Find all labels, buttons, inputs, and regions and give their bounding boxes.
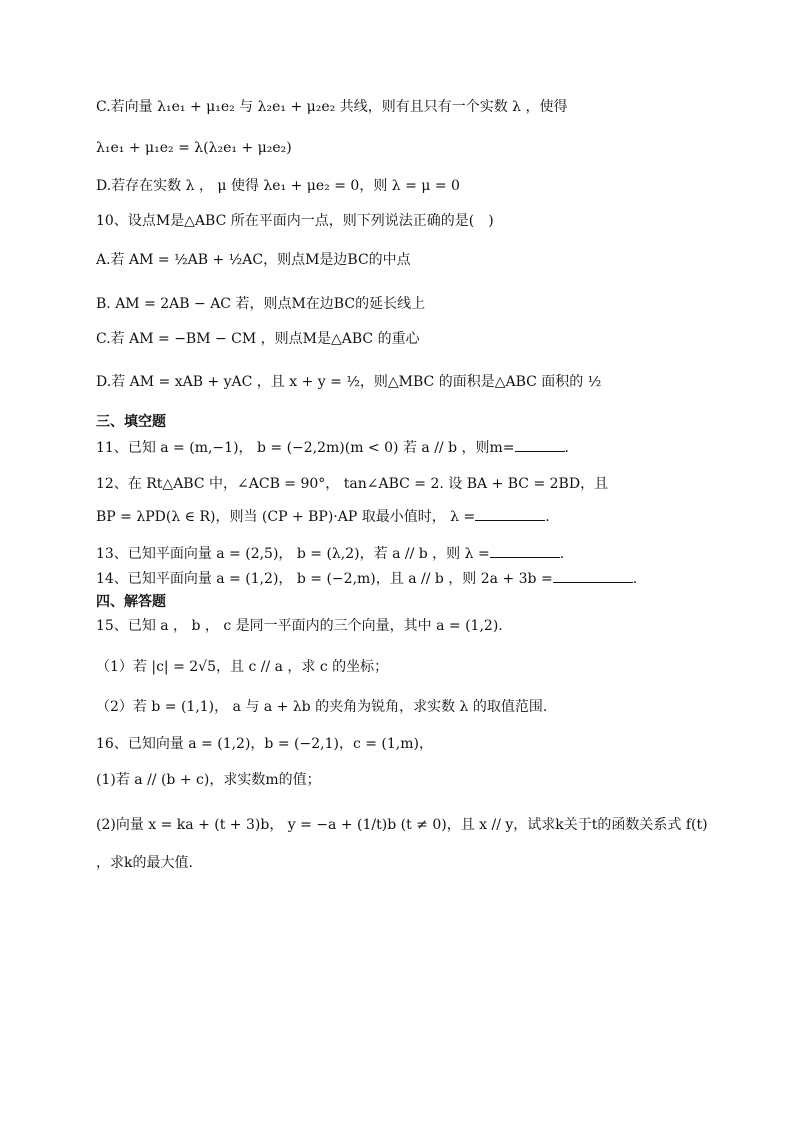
section-heading: [96, 412, 736, 432]
line-text: （2）若 b = (1,1)， a 与 a + λb 的夹角为锐角，求实数 λ 的取值范围.: [96, 699, 548, 715]
text-line: [96, 250, 736, 270]
answer-blank: [553, 568, 633, 583]
line-text: （1）若 |c| = 2√5，且 c // a ，求 c 的坐标；: [96, 659, 389, 675]
line-punctuation: .: [545, 509, 550, 525]
text-line: [96, 697, 736, 717]
section-heading: [96, 592, 736, 612]
line-text: D.若 AM = xAB + yAC ，且 x + y = ½，则△MBC 的面积是△ABC 面积的 ½: [96, 374, 602, 390]
line-text: 11、已知 a = (m,−1)， b = (−2,2m)(m < 0) 若 a // b ，则m=: [96, 440, 515, 456]
text-line: [96, 97, 736, 117]
line-text: C.若 AM = −BM − CM ，则点M是△ABC 的重心: [96, 331, 420, 347]
text-line: [96, 616, 736, 636]
line-text: (1)若 a // (b + c)，求实数m的值；: [96, 772, 321, 788]
text-line: [96, 329, 736, 349]
text-line: [96, 815, 736, 835]
text-line: [96, 176, 736, 196]
line-text: ，求k的最大值.: [96, 855, 193, 871]
line-text: (2)向量 x = ka + (t + 3)b， y = −a + (1/t)b (t ≠ 0)，且 x // y，试求k关于t的函数关系式 f(t): [96, 817, 708, 833]
line-text: C.若向量 λ₁e₁ + μ₁e₂ 与 λ₂e₁ + μ₂e₂ 共线，则有且只有一个实数 λ ，使得: [96, 99, 568, 115]
answer-blank: [515, 437, 565, 452]
text-line: [96, 853, 736, 873]
line-text: D.若存在实数 λ ， μ 使得 λe₁ + μe₂ = 0，则 λ = μ = 0: [96, 178, 460, 194]
text-line: [96, 372, 736, 392]
text-line: [96, 657, 736, 677]
line-text: 16、已知向量 a = (1,2)，b = (−2,1)，c = (1,m)，: [96, 736, 433, 752]
text-line: [96, 734, 736, 754]
line-punctuation: .: [564, 440, 569, 456]
text-line: [96, 568, 736, 589]
line-text: 12、在 Rt△ABC 中，∠ACB = 90°， tan∠ABC = 2. 设 BA + BC = 2BD，且: [96, 476, 609, 492]
text-line: [96, 211, 736, 231]
answer-blank: [490, 543, 560, 558]
line-text: 13、已知平面向量 a = (2,5)， b = (λ,2)，若 a // b ，则 λ =: [96, 546, 490, 562]
line-text: BP = λPD(λ ∈ R)，则当 (CP + BP)·AP 取最小值时， λ =: [96, 509, 476, 525]
answer-blank: [475, 506, 545, 521]
line-text: A.若 AM = ½AB + ½AC，则点M是边BC的中点: [96, 252, 411, 268]
line-punctuation: .: [559, 546, 565, 562]
line-text: 四、解答题: [96, 594, 166, 610]
line-text: 15、已知 a ， b ， c 是同一平面内的三个向量，其中 a = (1,2).: [96, 618, 503, 634]
line-text: 14、已知平面向量 a = (1,2)， b = (−2,m)，且 a // b ，则 2a + 3b =: [96, 571, 553, 587]
text-line: [96, 138, 736, 158]
line-text: 10、设点M是△ABC 所在平面内一点，则下列说法正确的是( ): [96, 213, 494, 229]
text-line: [96, 474, 736, 494]
text-line: [96, 506, 736, 527]
line-text: λ₁e₁ + μ₁e₂ = λ(λ₂e₁ + μ₂e₂): [96, 140, 292, 156]
line-text: 三、填空题: [96, 414, 166, 430]
text-line: [96, 543, 736, 564]
text-line: [96, 437, 736, 458]
text-line: [96, 770, 736, 790]
line-punctuation: .: [632, 571, 638, 587]
text-line: [96, 294, 736, 314]
line-text: B. AM = 2AB − AC 若，则点M在边BC的延长线上: [96, 296, 426, 312]
